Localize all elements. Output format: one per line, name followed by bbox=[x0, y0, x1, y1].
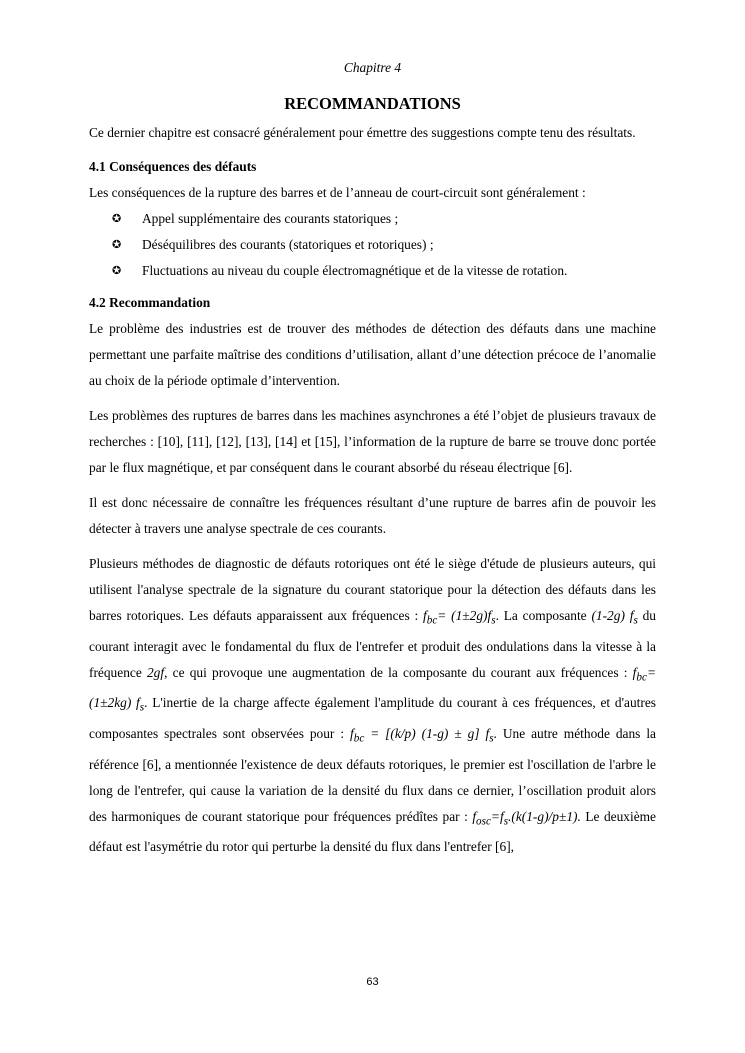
formula-subscript: s bbox=[139, 702, 145, 715]
page-number: 63 bbox=[366, 976, 379, 988]
text-run: , ce qui provoque une augmentation de la composante du courant aux fréquences : bbox=[164, 664, 633, 680]
formula-symbol: f bbox=[472, 808, 477, 824]
text-run: . La composante bbox=[495, 608, 592, 623]
formula-expression: =f bbox=[490, 808, 504, 824]
formula-subscript: s bbox=[489, 732, 494, 745]
formula-subscript: s bbox=[503, 815, 509, 828]
formula-2gf: 2gf bbox=[146, 664, 165, 680]
formula-subscript: bc bbox=[353, 732, 365, 745]
formula-fbc-3 bbox=[350, 726, 494, 745]
text-run: Le deuxième défaut est l'asymétrie du rotor qui perturbe la densité du flux dans l'entrefer [6], bbox=[89, 808, 656, 855]
formula-expression: = [(k/p) (1-g) ± g] f bbox=[364, 726, 490, 742]
paragraph: Le problème des industries est de trouver des méthodes de détection des défauts dans une machine permettant une parfaite maîtrise des conditions d’utilisation, allant d’une détection précoce de l’anomalie au choix de la période optimale d’intervention. bbox=[89, 321, 656, 388]
text-run: . Une autre méthode dans la référence [6], a mentionnée l'existence de deux défauts rotoriques, le premier est l'oscillation de l'arbre le long de l'entrefer, qui cause la variation de la densité du flux dans ce dernier, l’oscillation produit alors des harmoniques de courant statorique pour fréquences prédîtes par : bbox=[89, 726, 656, 824]
formula-subscript: bc bbox=[426, 614, 438, 627]
chapter-label: Chapitre 4 bbox=[343, 60, 402, 75]
section-heading-4-1: 4.1 Conséquences des défauts bbox=[89, 159, 257, 174]
list-item-text: Déséquilibres des courants (statoriques et rotoriques) ; bbox=[142, 237, 434, 252]
formula-expression: = (1±2g) bbox=[437, 608, 488, 623]
formula-symbol: f bbox=[350, 726, 354, 742]
page-content bbox=[89, 120, 656, 869]
formula-subscript: s bbox=[491, 614, 496, 627]
list-item bbox=[89, 258, 656, 284]
consequences-list bbox=[89, 206, 656, 284]
paragraph: Les problèmes des ruptures de barres dans les machines asynchrones a été l’objet de plusieurs travaux de recherches : [10], [11], [12], [13], [14] et [15], l’information de la rupture de barre se trouve donc portée par le flux magnétique, et par conséquent dans le courant absorbé du réseau électrique [6]. bbox=[89, 408, 656, 475]
section-1-lead: Les conséquences de la rupture des barres et de l’anneau de court-circuit sont généralement : bbox=[89, 185, 586, 200]
formula-subscript: s bbox=[633, 614, 638, 627]
formula-expression: (1-2g) f bbox=[591, 608, 634, 623]
formula-fosc bbox=[472, 808, 581, 828]
text-run: du courant interagit avec le fondamental du flux de l'entrefer et produit des ondulations dans la vitesse à la fréquence bbox=[89, 608, 656, 680]
formula-expression: = (1±2kg) f bbox=[89, 664, 656, 711]
star-bullet-icon: ✪ bbox=[112, 238, 122, 251]
star-bullet-icon: ✪ bbox=[112, 264, 122, 277]
formula-subscript: bc bbox=[636, 671, 647, 684]
chapter-title: RECOMMANDATIONS bbox=[284, 94, 461, 113]
formula-fbc-1 bbox=[423, 608, 496, 627]
star-bullet-icon: ✪ bbox=[112, 212, 122, 225]
formula-expression: .(k(1-g)/p±1). bbox=[508, 808, 581, 824]
formula-symbol: f bbox=[632, 664, 637, 680]
text-run: . L'inertie de la charge affecte également l'amplitude du courant à ces fréquences, et d'autres composantes spectrales sont observées pour : bbox=[89, 695, 656, 742]
paragraph-diagnostic-methods bbox=[89, 551, 656, 860]
list-item bbox=[89, 206, 656, 232]
list-item-text: Appel supplémentaire des courants statoriques ; bbox=[142, 211, 399, 226]
section-heading-4-2: 4.2 Recommandation bbox=[89, 295, 211, 310]
formula-symbol: f bbox=[487, 608, 492, 623]
list-item-text: Fluctuations au niveau du couple électromagnétique et de la vitesse de rotation. bbox=[142, 263, 568, 278]
paragraph: Il est donc nécessaire de connaître les fréquences résultant d’une rupture de barres afin de pouvoir les détecter à travers une analyse spectrale de ces courants. bbox=[89, 495, 656, 536]
formula-symbol: f bbox=[423, 608, 427, 623]
text-run: Plusieurs méthodes de diagnostic de défauts rotoriques ont été le siège d'étude de plusieurs auteurs, qui utilisent l'analyse spectrale de la signature du courant statorique pour la détection des défauts dans les barres rotoriques. Les défauts apparaissent aux fréquences : bbox=[89, 556, 656, 623]
list-item bbox=[89, 232, 656, 258]
formula-subscript: osc bbox=[476, 815, 491, 828]
intro-paragraph: Ce dernier chapitre est consacré généralement pour émettre des suggestions compte tenu des résultats. bbox=[89, 125, 636, 140]
formula-component bbox=[591, 608, 638, 627]
